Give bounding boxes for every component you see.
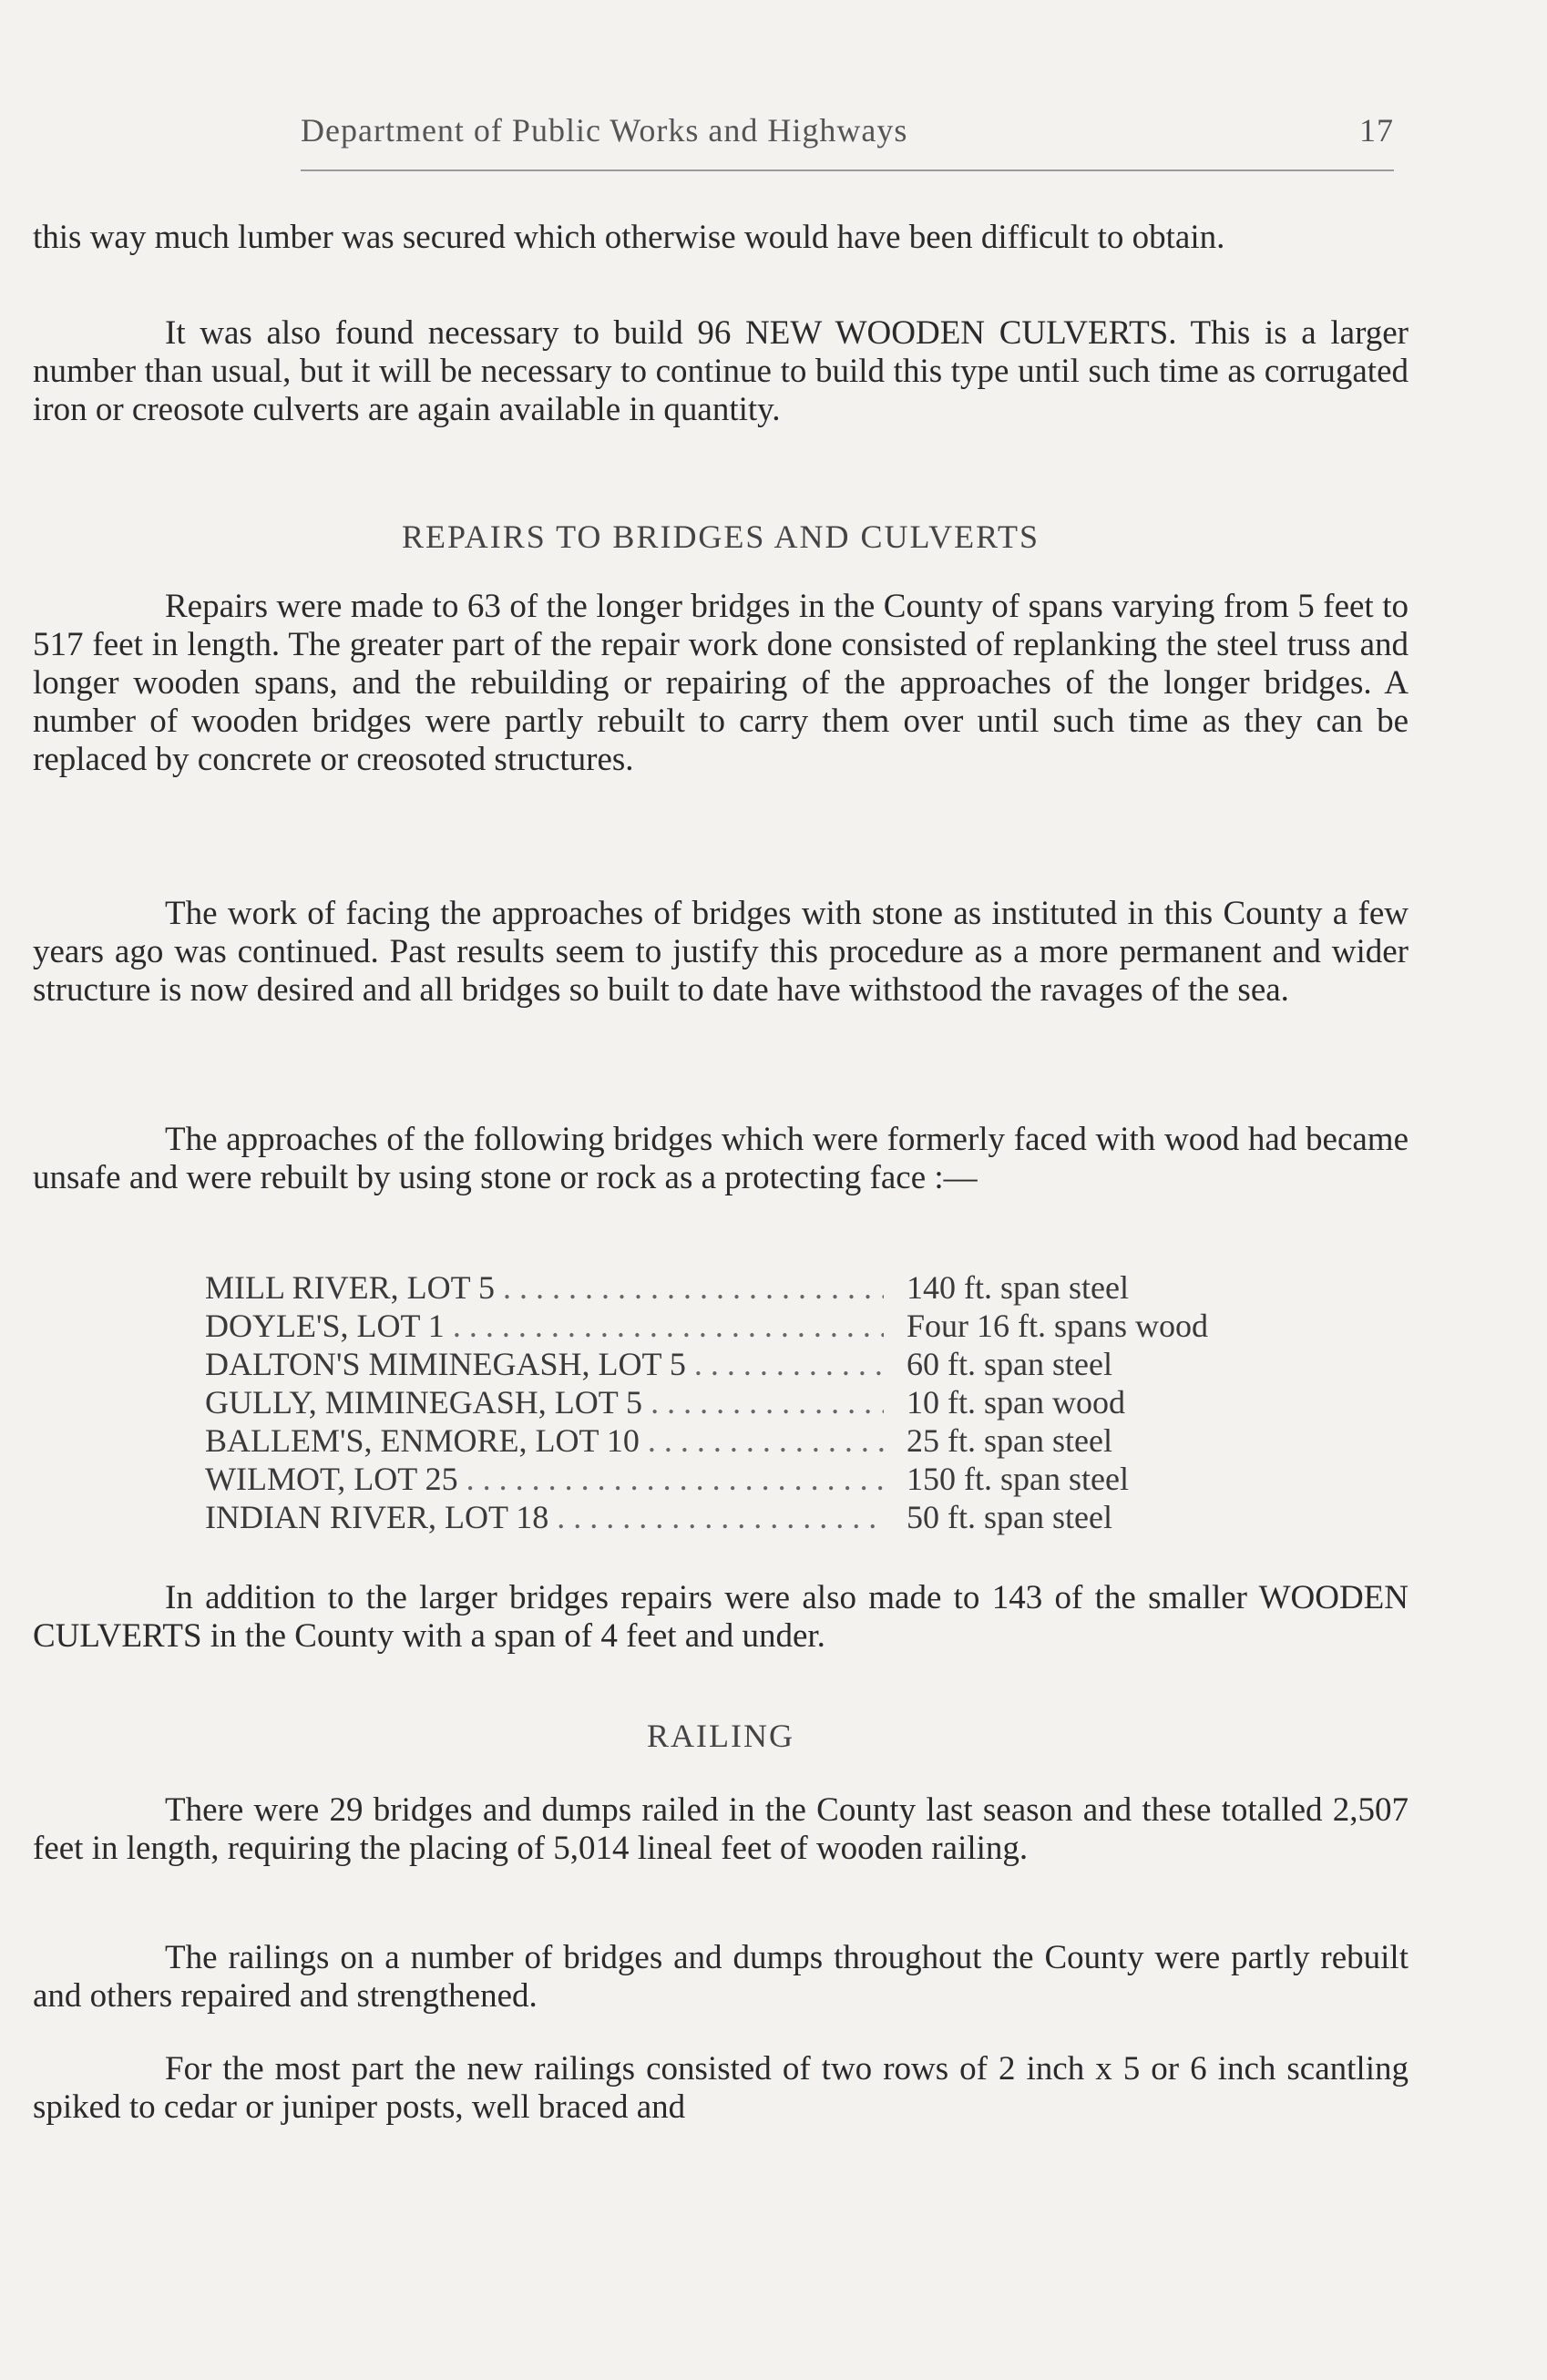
list-item	[205, 1307, 1389, 1345]
paragraph-text: The railings on a number of bridges and dumps throughout the County were partly rebuilt and others repaired and strengthened.	[33, 1939, 1409, 2015]
paragraph-text: It was also found necessary to build 96 NEW WOODEN CULVERTS. This is a larger number than usual, but it will be necessary to continue to build this type until such time as corrugated iron or creosote culverts are again available in quantity.	[33, 314, 1409, 428]
page-number: 17	[1359, 112, 1394, 149]
paragraph-text: The work of facing the approaches of bridges with stone as instituted in this County a few years ago was continued. Past results seem to justify this procedure as a more permanent and wider structure is now desired and all bridges so built to date have withstood the ravages of the sea.	[33, 895, 1409, 1009]
bridge-list	[205, 1268, 1389, 1536]
bridge-name: GULLY, MIMINEGASH, LOT 5 . . .	[205, 1383, 884, 1421]
bridge-span: 10 ft. span wood	[907, 1384, 1125, 1421]
header-title: Department of Public Works and Highways	[301, 112, 908, 149]
bridge-name: INDIAN RIVER, LOT 18 . . .	[205, 1498, 884, 1536]
paragraph-railing-repairs	[33, 1939, 1409, 2016]
paragraph-culvert-repairs	[33, 1579, 1409, 1656]
paragraph-stone-facing	[33, 895, 1409, 1010]
paragraph-railing-totals	[33, 1791, 1409, 1868]
list-item	[205, 1498, 1389, 1536]
running-header	[301, 111, 1394, 166]
paragraph-approaches	[33, 1121, 1409, 1197]
bridge-name: WILMOT, LOT 25 . . .	[205, 1460, 884, 1498]
bridge-span: Four 16 ft. spans wood	[907, 1308, 1208, 1344]
paragraph-text: this way much lumber was secured which otherwise would have been difficult to obtain.	[33, 219, 1225, 256]
bridge-span: 25 ft. span steel	[907, 1422, 1112, 1459]
paragraph-text: The approaches of the following bridges which were formerly faced with wood had became unsafe and were rebuilt by using stone or rock as a protecting face :—	[33, 1121, 1409, 1196]
paragraph-repairs	[33, 588, 1409, 779]
bridge-name: DALTON'S MIMINEGASH, LOT 5 . . .	[205, 1345, 884, 1383]
paragraph-text: For the most part the new railings consisted of two rows of 2 inch x 5 or 6 inch scantling spiked to cedar or juniper posts, well braced and	[33, 2050, 1409, 2126]
bridge-name: MILL RIVER, LOT 5 . . .	[205, 1268, 884, 1307]
list-item	[205, 1268, 1389, 1307]
paragraph-text: There were 29 bridges and dumps railed in the County last season and these totalled 2,507 feet in length, requiring the placing of 5,014 lineal feet of wooden railing.	[33, 1791, 1409, 1867]
list-item	[205, 1421, 1389, 1460]
bridge-span: 50 ft. span steel	[907, 1499, 1112, 1535]
list-item	[205, 1383, 1389, 1421]
section-heading-repairs: REPAIRS TO BRIDGES AND CULVERTS	[402, 518, 1040, 555]
paragraph-continuation	[33, 219, 1409, 257]
bridge-span: 60 ft. span steel	[907, 1346, 1112, 1382]
paragraph-culverts	[33, 314, 1409, 429]
bridge-name: DOYLE'S, LOT 1 . . .	[205, 1307, 884, 1345]
paragraph-text: Repairs were made to 63 of the longer bridges in the County of spans varying from 5 feet to 517 feet in length. The greater part of the repair work done consisted of replanking the steel truss and longer wooden spans, and the rebuilding or repairing of the approaches of the longer bridges. A number of wooden bridges were partly rebuilt to carry them over until such time as they can be replaced by concrete or creosoted structures.	[33, 588, 1409, 778]
paragraph-text: In addition to the larger bridges repairs were also made to 143 of the smaller WOODEN CULVERTS in the County with a span of 4 feet and under.	[33, 1579, 1409, 1655]
header-rule	[301, 169, 1394, 171]
bridge-span: 140 ft. span steel	[907, 1269, 1129, 1306]
bridge-name: BALLEM'S, ENMORE, LOT 10 . . .	[205, 1421, 884, 1460]
bridge-span: 150 ft. span steel	[907, 1461, 1129, 1497]
section-heading-railing: RAILING	[647, 1718, 794, 1754]
paragraph-railing-construction	[33, 2050, 1409, 2127]
list-item	[205, 1345, 1389, 1383]
list-item	[205, 1460, 1389, 1498]
